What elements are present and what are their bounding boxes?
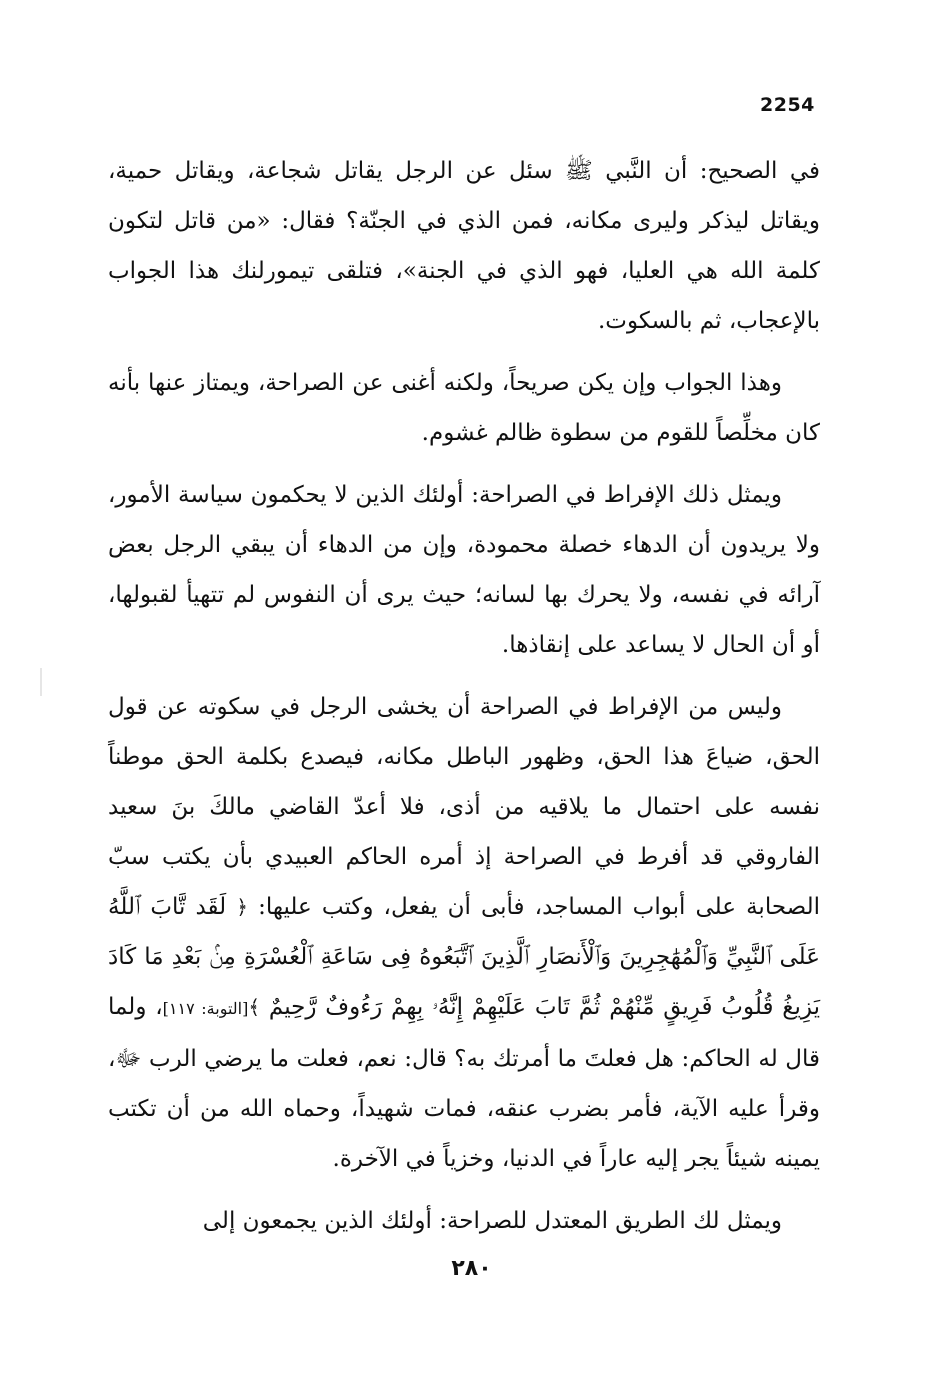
quran-open-bracket: ﴿ (236, 895, 249, 919)
paragraph-4-text: وليس من الإفراط في الصراحة أن يخشى الرجل في سكوته عن قول الحق، ضياعَ هذا الحق، وظهور الباطل مكانه، فيصدع بكلمة الحق موطناً نفسه على احتمال ما يلاقيه من أذى، فلا أعدّ القاضي مالكَ بنَ سعيد الفاروقي قد أفرط في الصراحة إذ أمره الحاكم العبيدي بأن يكتب سبّ الصحابة على أبواب المساجد، فأبى أن يفعل، وكتب عليها: (108, 694, 821, 920)
text-body (108, 146, 820, 1258)
quran-reference: [التوبة: ١١٧] (162, 999, 249, 1018)
margin-mark (40, 668, 42, 696)
page-code: 2254 (760, 94, 815, 116)
page-number: ٢٨٠ (451, 1256, 492, 1281)
paragraph-4 (108, 682, 820, 1184)
paragraph-3: ويمثل ذلك الإفراط في الصراحة: أولئك الذين لا يحكمون سياسة الأمور، ولا يريدون أن الدهاء خصلة محمودة، وإن من الدهاء أن يبقي الرجل بعض آرائه في نفسه، ولا يحرك بها لسانه؛ حيث يرى أن النفوس لم تتهيأ لقبولها، أو أن الحال لا يساعد على إنقاذها. (108, 482, 820, 658)
quran-close-bracket: ﴾ (248, 995, 261, 1019)
after-quran-text: ، ولما قال له الحاكم: هل فعلتَ ما أمرتك به؟ قال: نعم، فعلت ما يرضي الرب ﷻ، وقرأ عليه الآية، فأمر بضرب عنقه، فمات شهيداً، وحماه الله من أن تكتب يمينه شيئاً يجر إليه عاراً في الدنيا، وخزياً في الآخرة. (108, 994, 820, 1172)
paragraph-5: ويمثل لك الطريق المعتدل للصراحة: أولئك الذين يجمعون إلى (202, 1208, 782, 1234)
quran-verse: لَقَد تَّابَ ٱللَّهُ عَلَى ٱلنَّبِيِّ وَٱلْمُهَٰجِرِينَ وَٱلْأَنصَارِ ٱلَّذِينَ ٱتَّبَعُوهُ فِى سَاعَةِ ٱلْعُسْرَةِ مِنۢ بَعْدِ مَا كَادَ يَزِيغُ قُلُوبُ فَرِيقٍ مِّنْهُمْ ثُمَّ تَابَ عَلَيْهِمْ إِنَّهُۥ بِهِمْ رَءُوفٌ رَّحِيمٌ (108, 894, 821, 1020)
paragraph-1: في الصحيح: أن النَّبي ﷺ سئل عن الرجل يقاتل شجاعة، ويقاتل حمية، ويقاتل ليذكر وليرى مكانه، فمن الذي في الجنّة؟ فقال: «من قاتل لتكون كلمة الله هي العليا، فهو الذي في الجنة»، فتلقى تيمورلنك هذا الجواب بالإعجاب، ثم بالسكوت. (108, 158, 820, 334)
paragraph-2: وهذا الجواب وإن يكن صريحاً، ولكنه أغنى عن الصراحة، ويمتاز عنها بأنه كان مخلِّصاً للقوم من سطوة ظالم غشوم. (108, 370, 820, 446)
